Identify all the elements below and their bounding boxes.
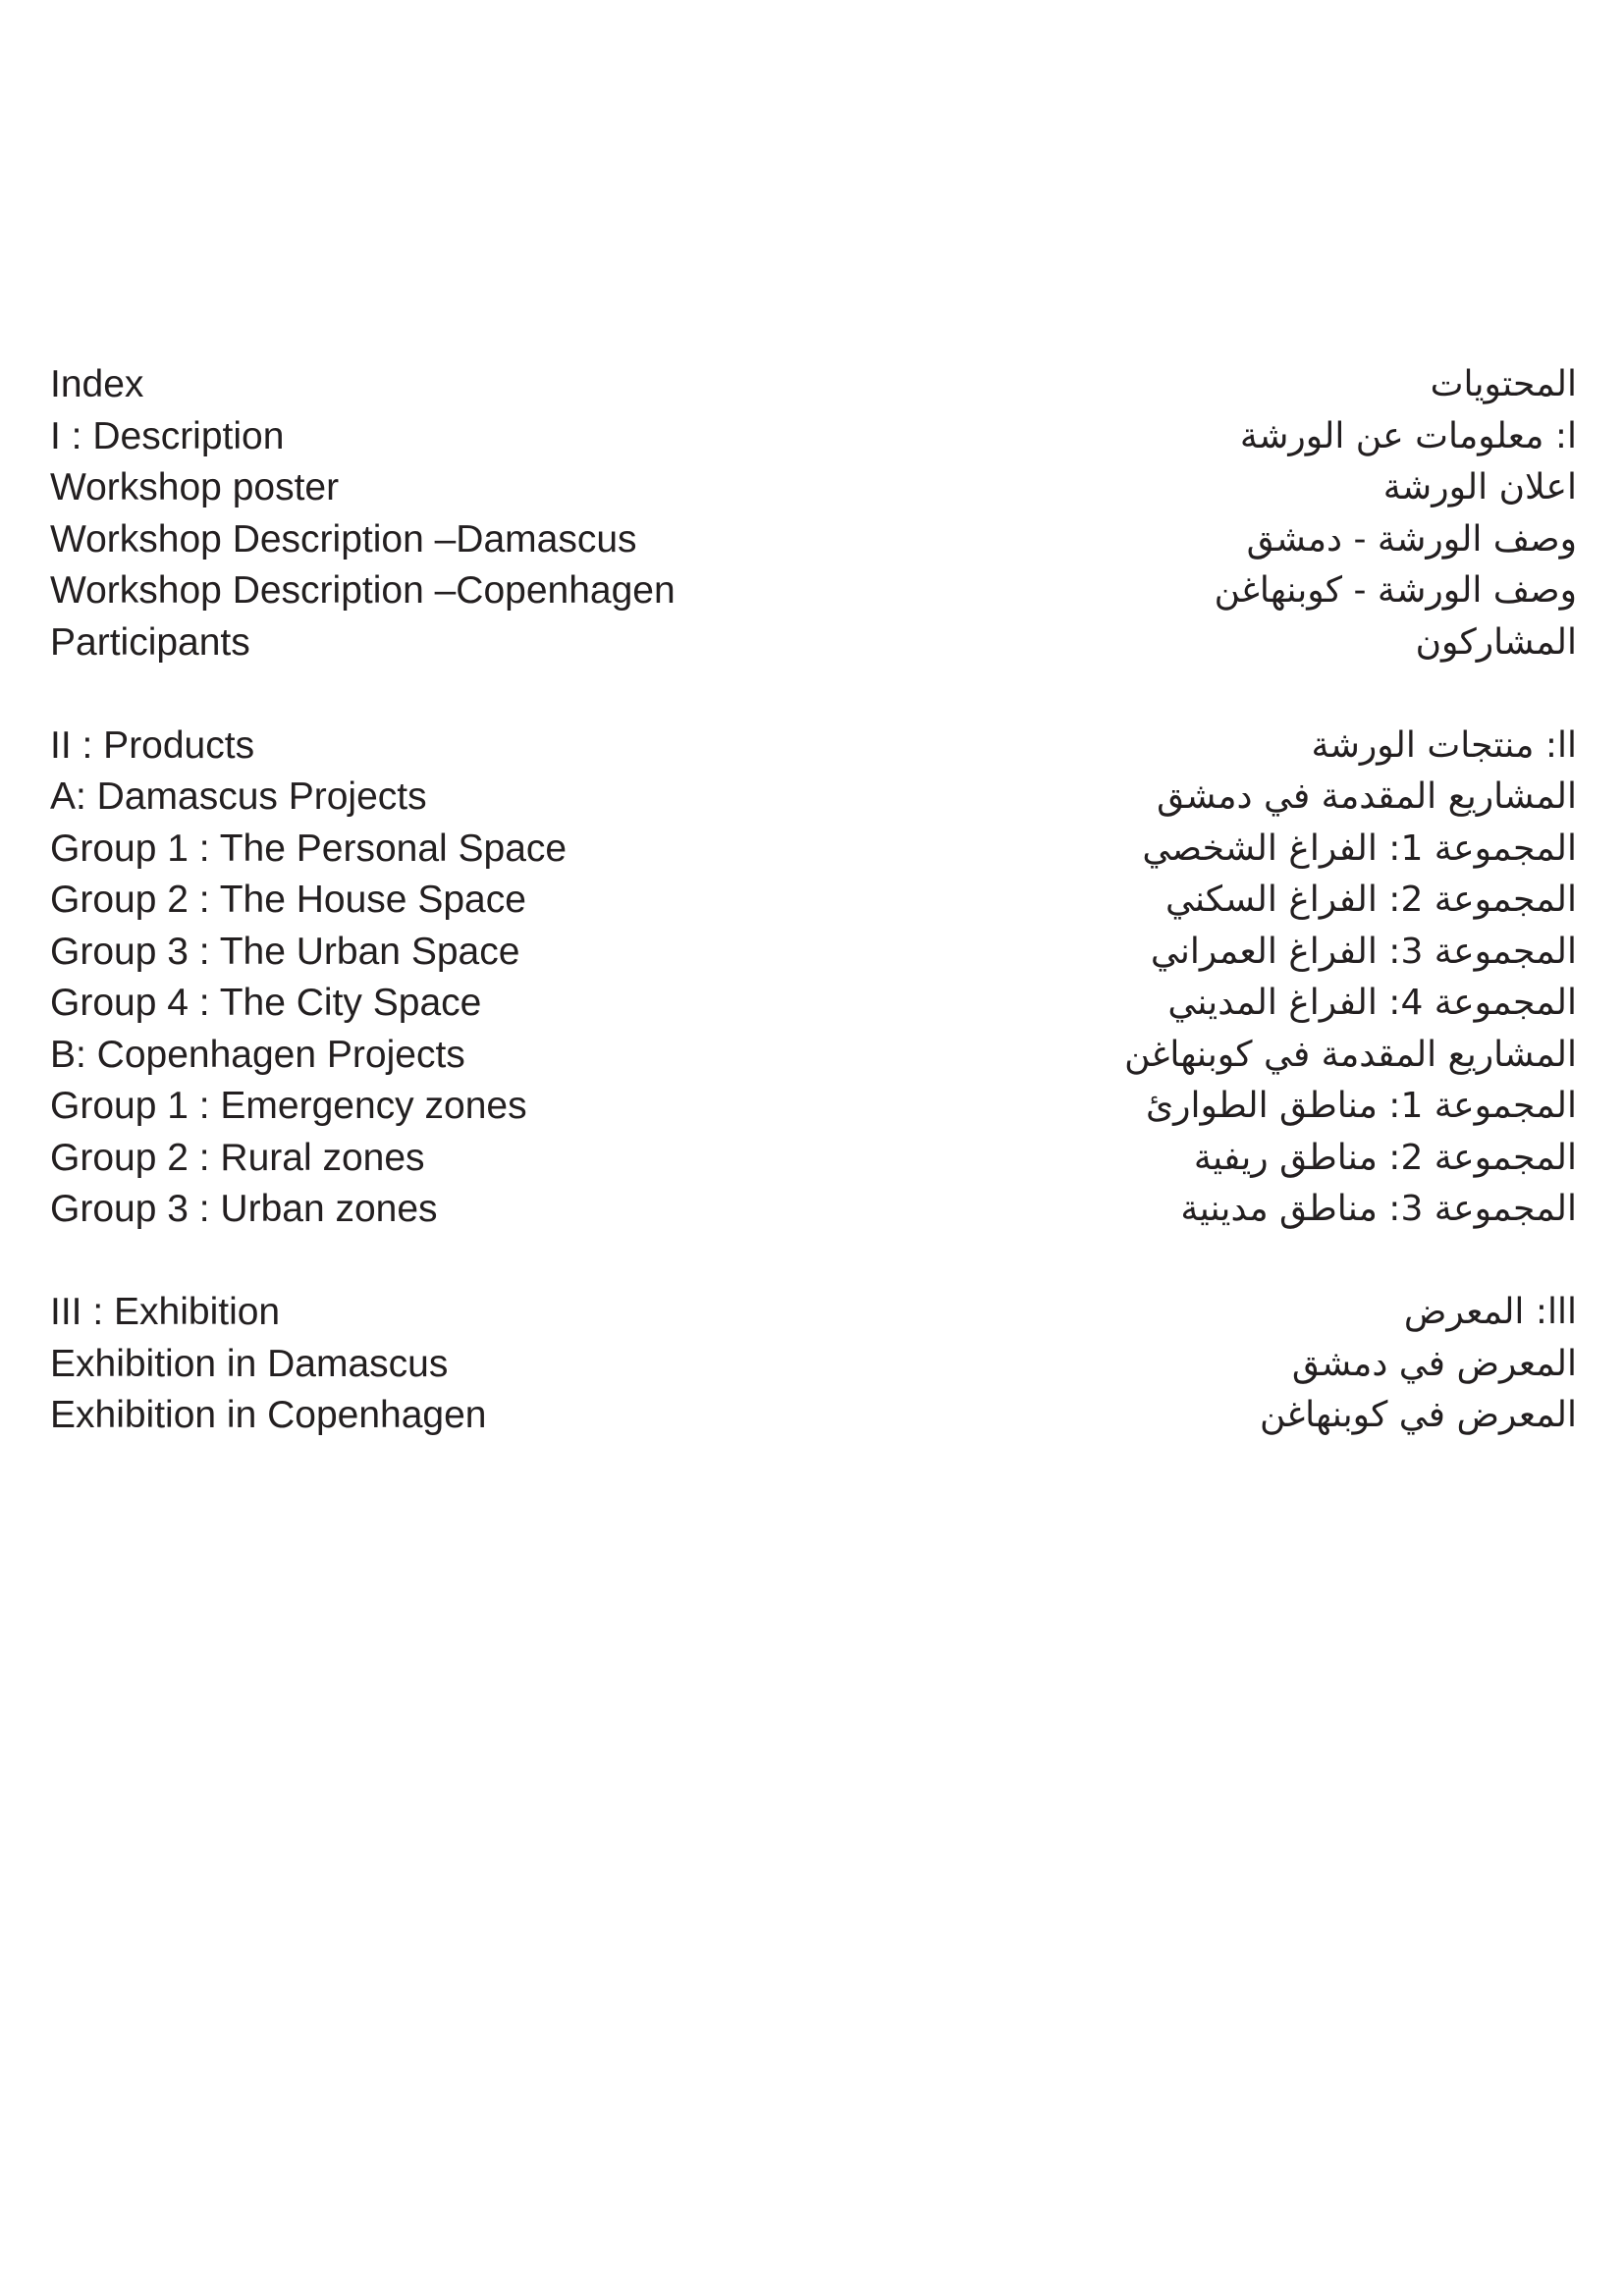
english-entry: Participants [50, 620, 250, 664]
arabic-entry: المجموعة 4: الفراغ المديني [1167, 983, 1577, 1023]
arabic-entry: المشاريع المقدمة في كوبنهاغن [1124, 1034, 1577, 1075]
english-entry: II : Products [50, 723, 255, 767]
arabic-entry: اعلان الورشة [1382, 467, 1577, 507]
arabic-section-description [831, 359, 1577, 668]
english-entry: Exhibition in Damascus [50, 1342, 449, 1385]
arabic-index-column [831, 359, 1577, 1442]
arabic-entry: المجموعة 1: مناطق الطوارئ [1145, 1086, 1577, 1126]
arabic-entry: ااا: المعرض [1403, 1292, 1577, 1332]
english-section-description [50, 359, 796, 668]
english-entry: Group 4 : The City Space [50, 982, 482, 1024]
english-entry: Workshop Description –Copenhagen [50, 569, 676, 612]
english-entry: Exhibition in Copenhagen [50, 1394, 487, 1436]
english-section-exhibition [50, 1287, 796, 1442]
english-entry: A: Damascus Projects [50, 775, 427, 818]
arabic-entry: المعرض في كوبنهاغن [1259, 1395, 1577, 1435]
arabic-entry: المجموعة 3: الفراغ العمراني [1150, 931, 1577, 972]
english-entry: Group 1 : Emergency zones [50, 1085, 527, 1127]
arabic-section-products [831, 721, 1577, 1236]
arabic-entry: المشاركون [1415, 621, 1577, 663]
arabic-entry: المجموعة 1: الفراغ الشخصي [1142, 828, 1577, 869]
arabic-section-exhibition [831, 1287, 1577, 1442]
english-entry: Group 2 : Rural zones [50, 1136, 425, 1179]
english-entry: Workshop poster [50, 466, 340, 508]
arabic-index-title: المحتويات [1430, 364, 1577, 404]
english-entry: B: Copenhagen Projects [50, 1033, 465, 1076]
arabic-entry: المجموعة 2: الفراغ السكني [1165, 880, 1577, 920]
english-section-products [50, 721, 796, 1236]
english-index-column [50, 359, 796, 1442]
arabic-entry: اا: منتجات الورشة [1311, 724, 1577, 766]
english-entry: I : Description [50, 414, 285, 457]
english-entry: Group 2 : The House Space [50, 879, 526, 921]
english-entry: Group 1 : The Personal Space [50, 827, 568, 870]
arabic-entry: المجموعة 2: مناطق ريفية [1193, 1137, 1577, 1178]
english-entry: III : Exhibition [50, 1291, 281, 1333]
english-entry: Group 3 : Urban zones [50, 1188, 438, 1230]
arabic-entry: المعرض في دمشق [1291, 1343, 1577, 1384]
arabic-entry: المجموعة 3: مناطق مدينية [1180, 1189, 1577, 1229]
arabic-entry: وصف الورشة - كوبنهاغن [1214, 570, 1577, 611]
english-entry: Workshop Description –Damascus [50, 517, 637, 561]
arabic-entry: المشاريع المقدمة في دمشق [1157, 776, 1577, 817]
english-index-title: Index [50, 363, 144, 405]
arabic-entry: وصف الورشة - دمشق [1246, 518, 1577, 560]
english-entry: Group 3 : The Urban Space [50, 930, 520, 973]
arabic-entry: ا: معلومات عن الورشة [1239, 415, 1577, 456]
